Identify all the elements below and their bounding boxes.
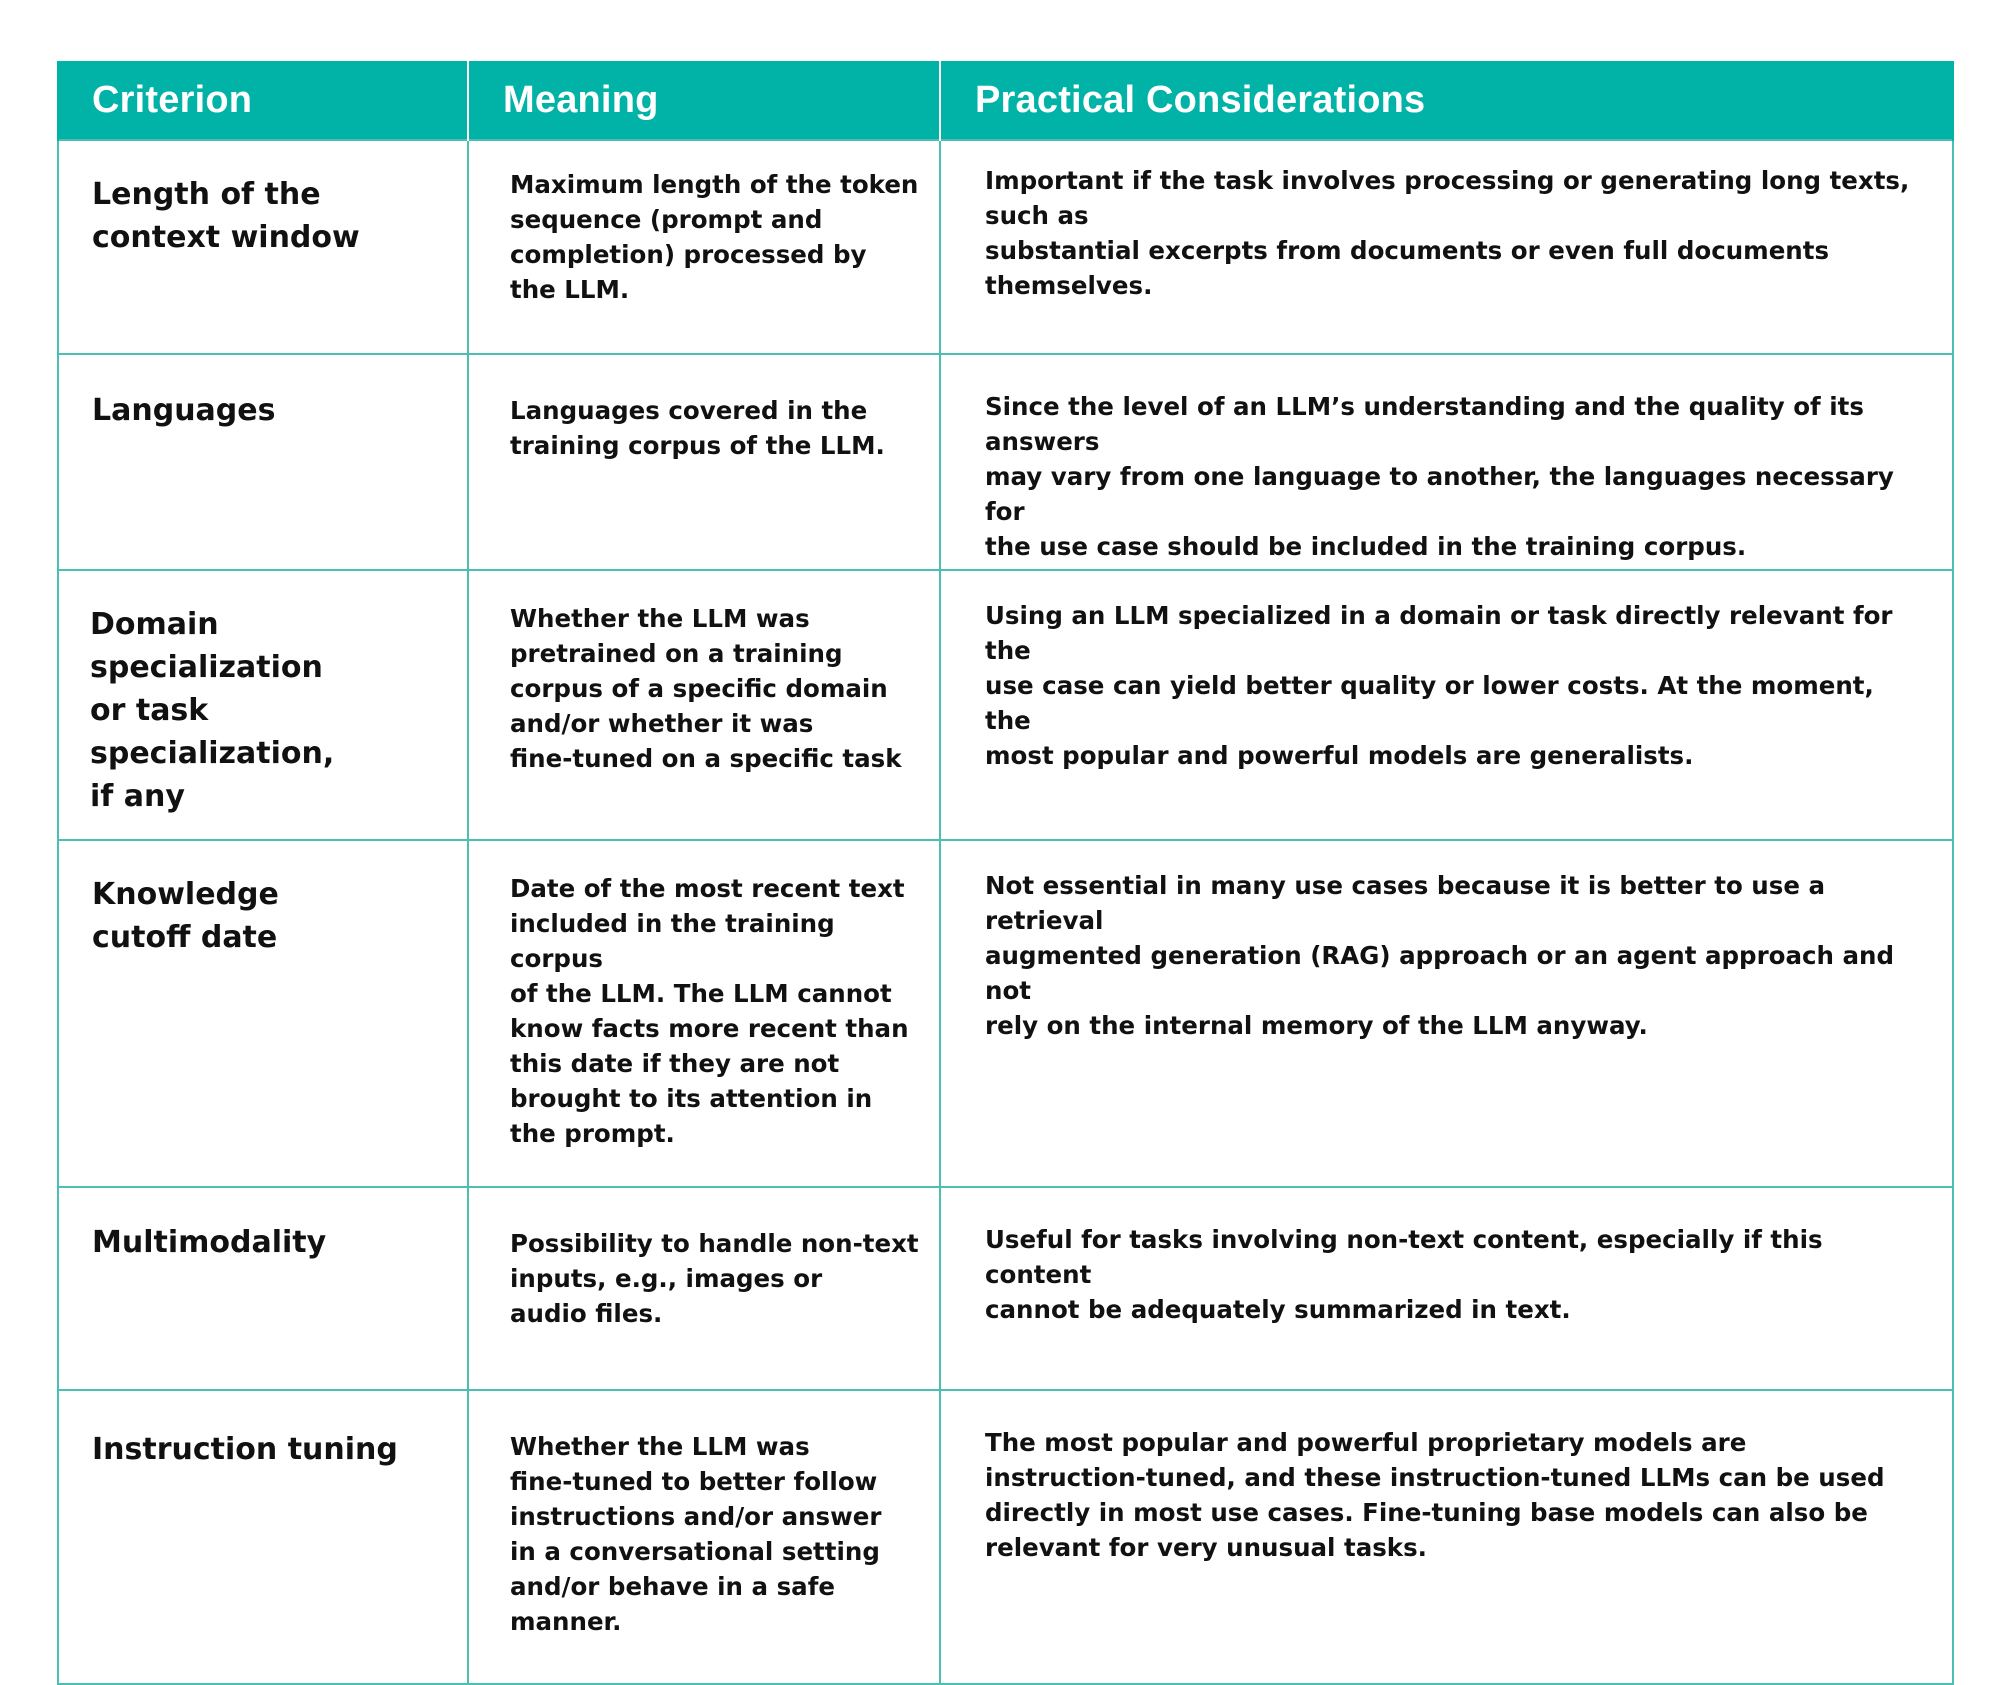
header-meaning: Meaning bbox=[468, 61, 940, 140]
criterion-cell bbox=[58, 570, 468, 840]
meaning-text: Whether the LLM was fine-tuned to better follow instructions and/or answer in a conversational setting and/or behave in a safe manner. bbox=[510, 1432, 882, 1636]
criteria-table bbox=[57, 61, 1954, 1685]
meaning-cell bbox=[468, 840, 940, 1187]
table-row bbox=[58, 1187, 1953, 1390]
criterion-cell bbox=[58, 1390, 468, 1684]
criterion-text: Languages bbox=[92, 393, 276, 428]
criterion-text: Instruction tuning bbox=[92, 1432, 398, 1467]
header-criterion: Criterion bbox=[58, 61, 468, 140]
practical-cell bbox=[940, 840, 1953, 1187]
meaning-cell bbox=[468, 1390, 940, 1684]
table-header-row bbox=[58, 61, 1953, 140]
practical-cell bbox=[940, 140, 1953, 354]
practical-text: Important if the task involves processing or generating long texts, such as substantial excerpts from documents or even full documents themselves. bbox=[985, 166, 1910, 300]
criterion-text: Domain specialization or task specialization, if any bbox=[90, 607, 335, 814]
criterion-text: Multimodality bbox=[92, 1225, 327, 1260]
practical-cell bbox=[940, 1390, 1953, 1684]
meaning-cell bbox=[468, 1187, 940, 1390]
practical-text: Using an LLM specialized in a domain or task directly relevant for the use case can yield better quality or lower costs. At the moment, the most popular and powerful models are generalists. bbox=[985, 601, 1893, 770]
criterion-cell bbox=[58, 354, 468, 570]
practical-cell bbox=[940, 354, 1953, 570]
meaning-text: Date of the most recent text included in the training corpus of the LLM. The LLM cannot know facts more recent than this date if they are not brought to its attention in the prompt. bbox=[510, 874, 909, 1148]
practical-cell bbox=[940, 1187, 1953, 1390]
meaning-cell bbox=[468, 570, 940, 840]
table-row bbox=[58, 1390, 1953, 1684]
meaning-text: Languages covered in the training corpus of the LLM. bbox=[510, 396, 885, 460]
practical-text: Useful for tasks involving non-text content, especially if this content cannot be adequately summarized in text. bbox=[985, 1225, 1823, 1324]
table-row bbox=[58, 140, 1953, 354]
practical-cell bbox=[940, 570, 1953, 840]
table-row bbox=[58, 570, 1953, 840]
meaning-text: Maximum length of the token sequence (prompt and completion) processed by the LLM. bbox=[510, 170, 919, 304]
table-row bbox=[58, 354, 1953, 570]
criterion-cell bbox=[58, 1187, 468, 1390]
meaning-cell bbox=[468, 354, 940, 570]
header-practical-considerations: Practical Considerations bbox=[940, 61, 1953, 140]
practical-text: Since the level of an LLM’s understanding and the quality of its answers may vary from one language to another, the languages necessary for the use case should be included in the training corpus. bbox=[985, 392, 1894, 561]
criteria-table-container bbox=[57, 61, 1952, 1685]
criterion-cell bbox=[58, 140, 468, 354]
meaning-text: Possibility to handle non-text inputs, e.g., images or audio files. bbox=[510, 1229, 919, 1328]
criterion-text: Knowledge cutoff date bbox=[92, 877, 279, 955]
meaning-cell bbox=[468, 140, 940, 354]
criterion-text: Length of the context window bbox=[92, 177, 360, 255]
practical-text: The most popular and powerful proprietary models are instruction-tuned, and these instruction-tuned LLMs can be used directly in most use cases. Fine-tuning base models can also be relevant for very unusual tasks. bbox=[985, 1428, 1885, 1562]
practical-text: Not essential in many use cases because it is better to use a retrieval augmented generation (RAG) approach or an agent approach and not rely on the internal memory of the LLM anyway. bbox=[985, 871, 1895, 1040]
table-row bbox=[58, 840, 1953, 1187]
criterion-cell bbox=[58, 840, 468, 1187]
meaning-text: Whether the LLM was pretrained on a training corpus of a specific domain and/or whether it was fine-tuned on a specific task bbox=[510, 604, 902, 773]
